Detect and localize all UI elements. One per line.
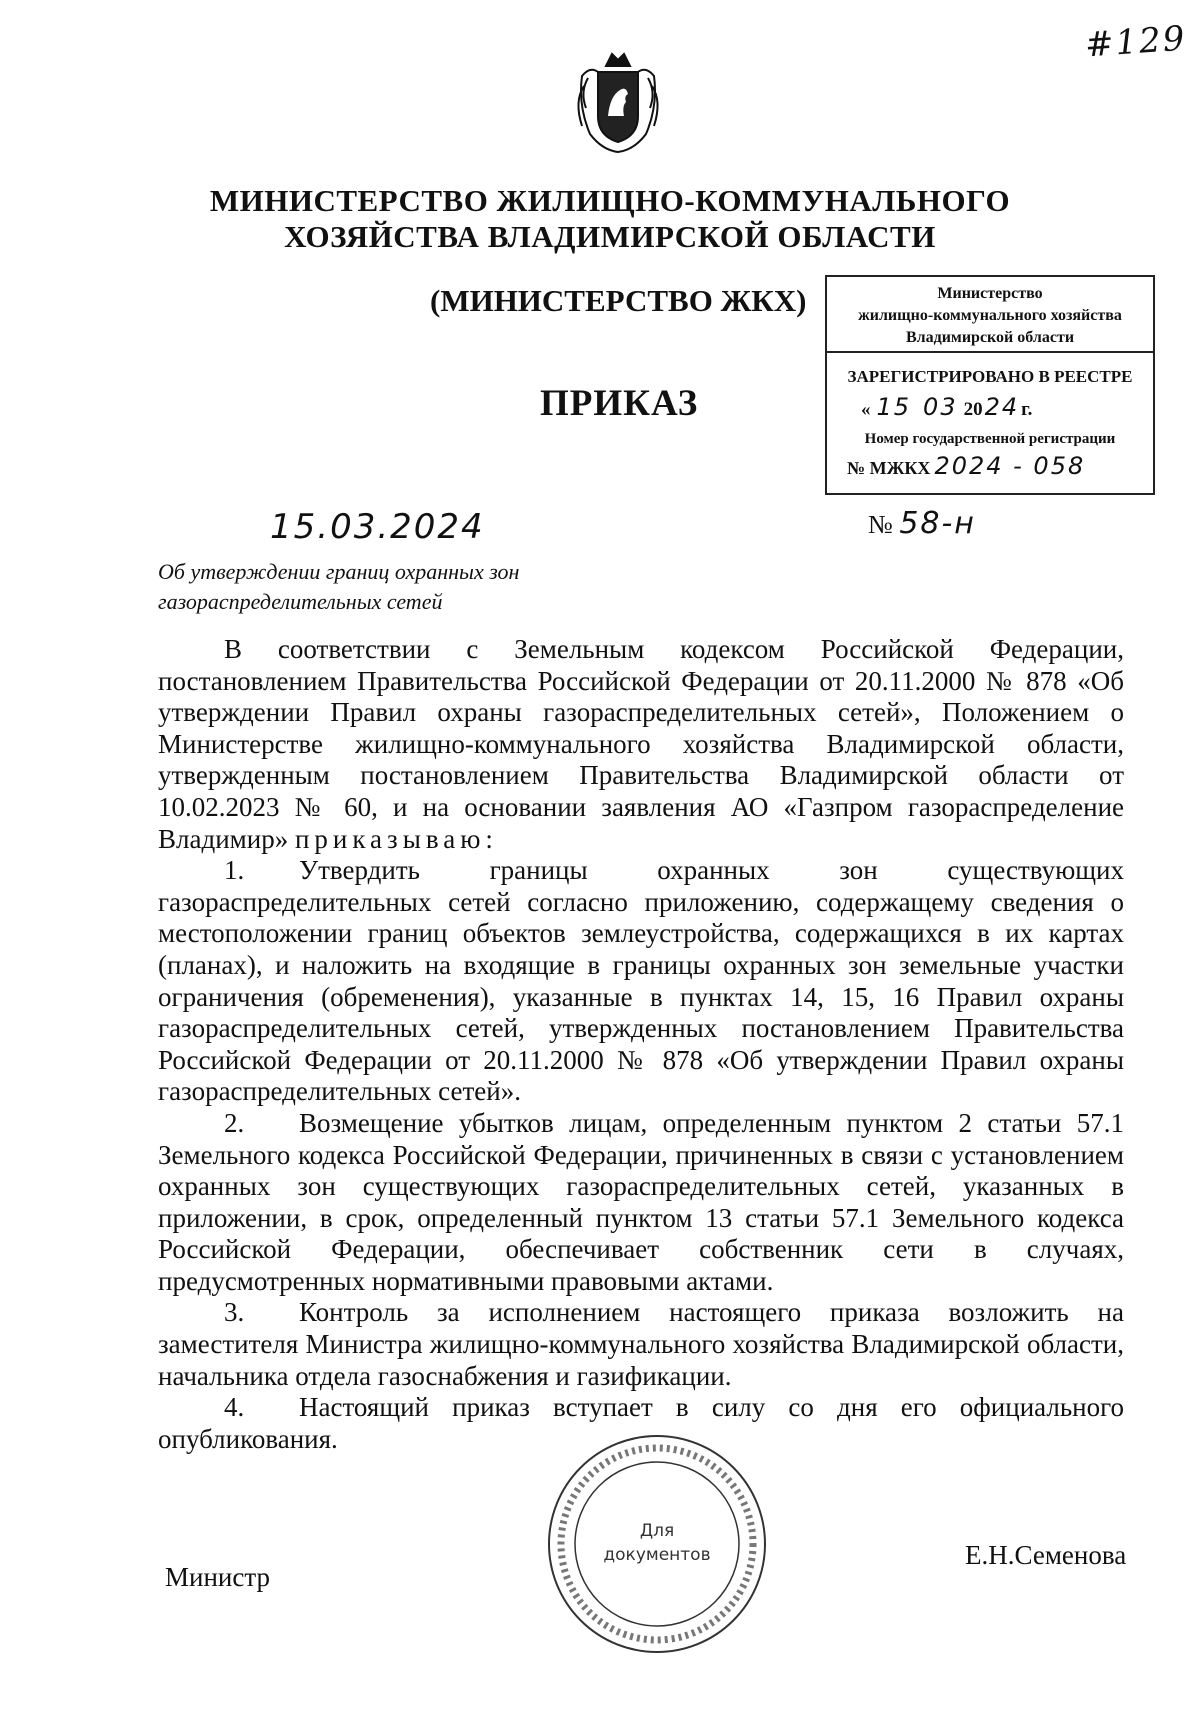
ministry-name-line2: ХОЗЯЙСТВА ВЛАДИМИРСКОЙ ОБЛАСТИ — [284, 219, 936, 254]
order-subject-line1: Об утверждении границ охранных зон — [158, 559, 520, 584]
signer-name: Е.Н.Семенова — [965, 1540, 1127, 1570]
ministry-name-line1: МИНИСТЕРСТВО ЖИЛИЩНО-КОММУНАЛЬНОГО — [209, 183, 1011, 218]
order-item — [158, 1297, 1124, 1392]
registration-org-line1: Министерство — [937, 285, 1043, 302]
document-title: ПРИКАЗ — [540, 383, 699, 424]
order-item-text: Настоящий приказ вступает в силу со дня его официального опубликования. — [158, 1392, 1124, 1454]
registration-year-prefix: 20 — [963, 399, 983, 420]
registration-day: 15 — [876, 393, 912, 421]
order-subject-line2: газораспределительных сетей — [158, 589, 443, 614]
order-item-text: Контроль за исполнением настоящего приказа возложить на заместителя Министра жилищно-коммунального хозяйства Владимирской области, начальника отдела газоснабжения и газификации. — [158, 1297, 1124, 1391]
registration-year-unit: г. — [1021, 399, 1033, 420]
order-item-number: 3. — [224, 1297, 245, 1328]
order-item — [158, 855, 1124, 1108]
order-date: 15.03.2024 — [270, 507, 485, 547]
order-item — [158, 1108, 1124, 1298]
handwritten-corner-note: #129 — [1083, 18, 1188, 66]
registration-month: 03 — [923, 393, 958, 421]
order-number-value: 58-н — [899, 506, 976, 541]
registration-org — [827, 277, 1153, 353]
registration-number-value: 2024 - 058 — [934, 452, 1086, 480]
order-number-prefix: № — [868, 510, 893, 539]
signer-title: Министр — [165, 1562, 270, 1592]
order-item-number: 2. — [224, 1107, 245, 1138]
registration-org-line2: жилищно-коммунального хозяйства — [858, 307, 1122, 324]
order-body — [158, 634, 1124, 1455]
order-item-number: 1. — [224, 855, 245, 886]
round-seal-stamp — [545, 1432, 770, 1657]
order-number — [868, 506, 976, 541]
registration-org-line3: Владимирской области — [905, 329, 1075, 346]
registration-number — [847, 452, 1153, 480]
coat-of-arms-icon — [568, 46, 668, 156]
order-item-text: Утвердить границы охранных зон существующих газораспределительных сетей согласно приложению, содержащему сведения о местоположении границ объектов землеустройства, содержащихся в их картах (планах), и наложить на входящие в границы охранных зон земельные участки ограничения (обременения), указанные в пунктах 14, 15, 16 Правил охраны газораспределительных сетей, утвержденных постановлением Правительства Российской Федерации от 20.11.2000 № 878 «Об утверждении Правил охраны газораспределительных сетей». — [158, 855, 1124, 1107]
registration-year-suffix: 24 — [984, 393, 1020, 421]
preamble-verb: приказываю: — [294, 823, 498, 854]
registration-stamp-box — [825, 275, 1155, 495]
registration-date: « 15 03 2024 г. — [861, 393, 1033, 421]
preamble-text: В соответствии с Земельным кодексом Российской Федерации, постановлением Правительства Российской Федерации от 20.11.2000 № 878 «Об утверждении Правил охраны газораспределительных сетей», Положением о Министерстве жилищно-коммунального хозяйства Владимирской области, утвержденным постановлением Правительства Владимирской области от 10.02.2023 № 60, и на основании заявления АО «Газпром газораспределение Владимир» — [158, 634, 1124, 854]
registration-number-label: Номер государственной регистрации — [864, 431, 1116, 447]
order-item-text: Возмещение убытков лицам, определенным пунктом 2 статьи 57.1 Земельного кодекса Российской Федерации, причиненных в связи с установлением охранных зон существующих газораспределительных сетей, указанных в приложении, в срок, определенный пунктом 13 статьи 57.1 Земельного кодекса Российской Федерации, обеспечивает собственник сети в случаях, предусмотренных нормативными правовыми актами. — [158, 1107, 1124, 1296]
order-subject — [158, 557, 519, 617]
stamp-center-line2: документов — [603, 1545, 711, 1565]
order-preamble — [158, 634, 1124, 855]
ministry-name — [200, 183, 1020, 255]
order-item-number: 4. — [224, 1392, 245, 1423]
registration-title: ЗАРЕГИСТРИРОВАНО В РЕЕСТРЕ — [847, 367, 1133, 386]
stamp-center-line1: Для — [639, 1521, 675, 1541]
registration-number-prefix: № МЖКХ — [847, 458, 931, 478]
ministry-short-name: (МИНИСТЕРСТВО ЖКХ) — [430, 283, 807, 318]
